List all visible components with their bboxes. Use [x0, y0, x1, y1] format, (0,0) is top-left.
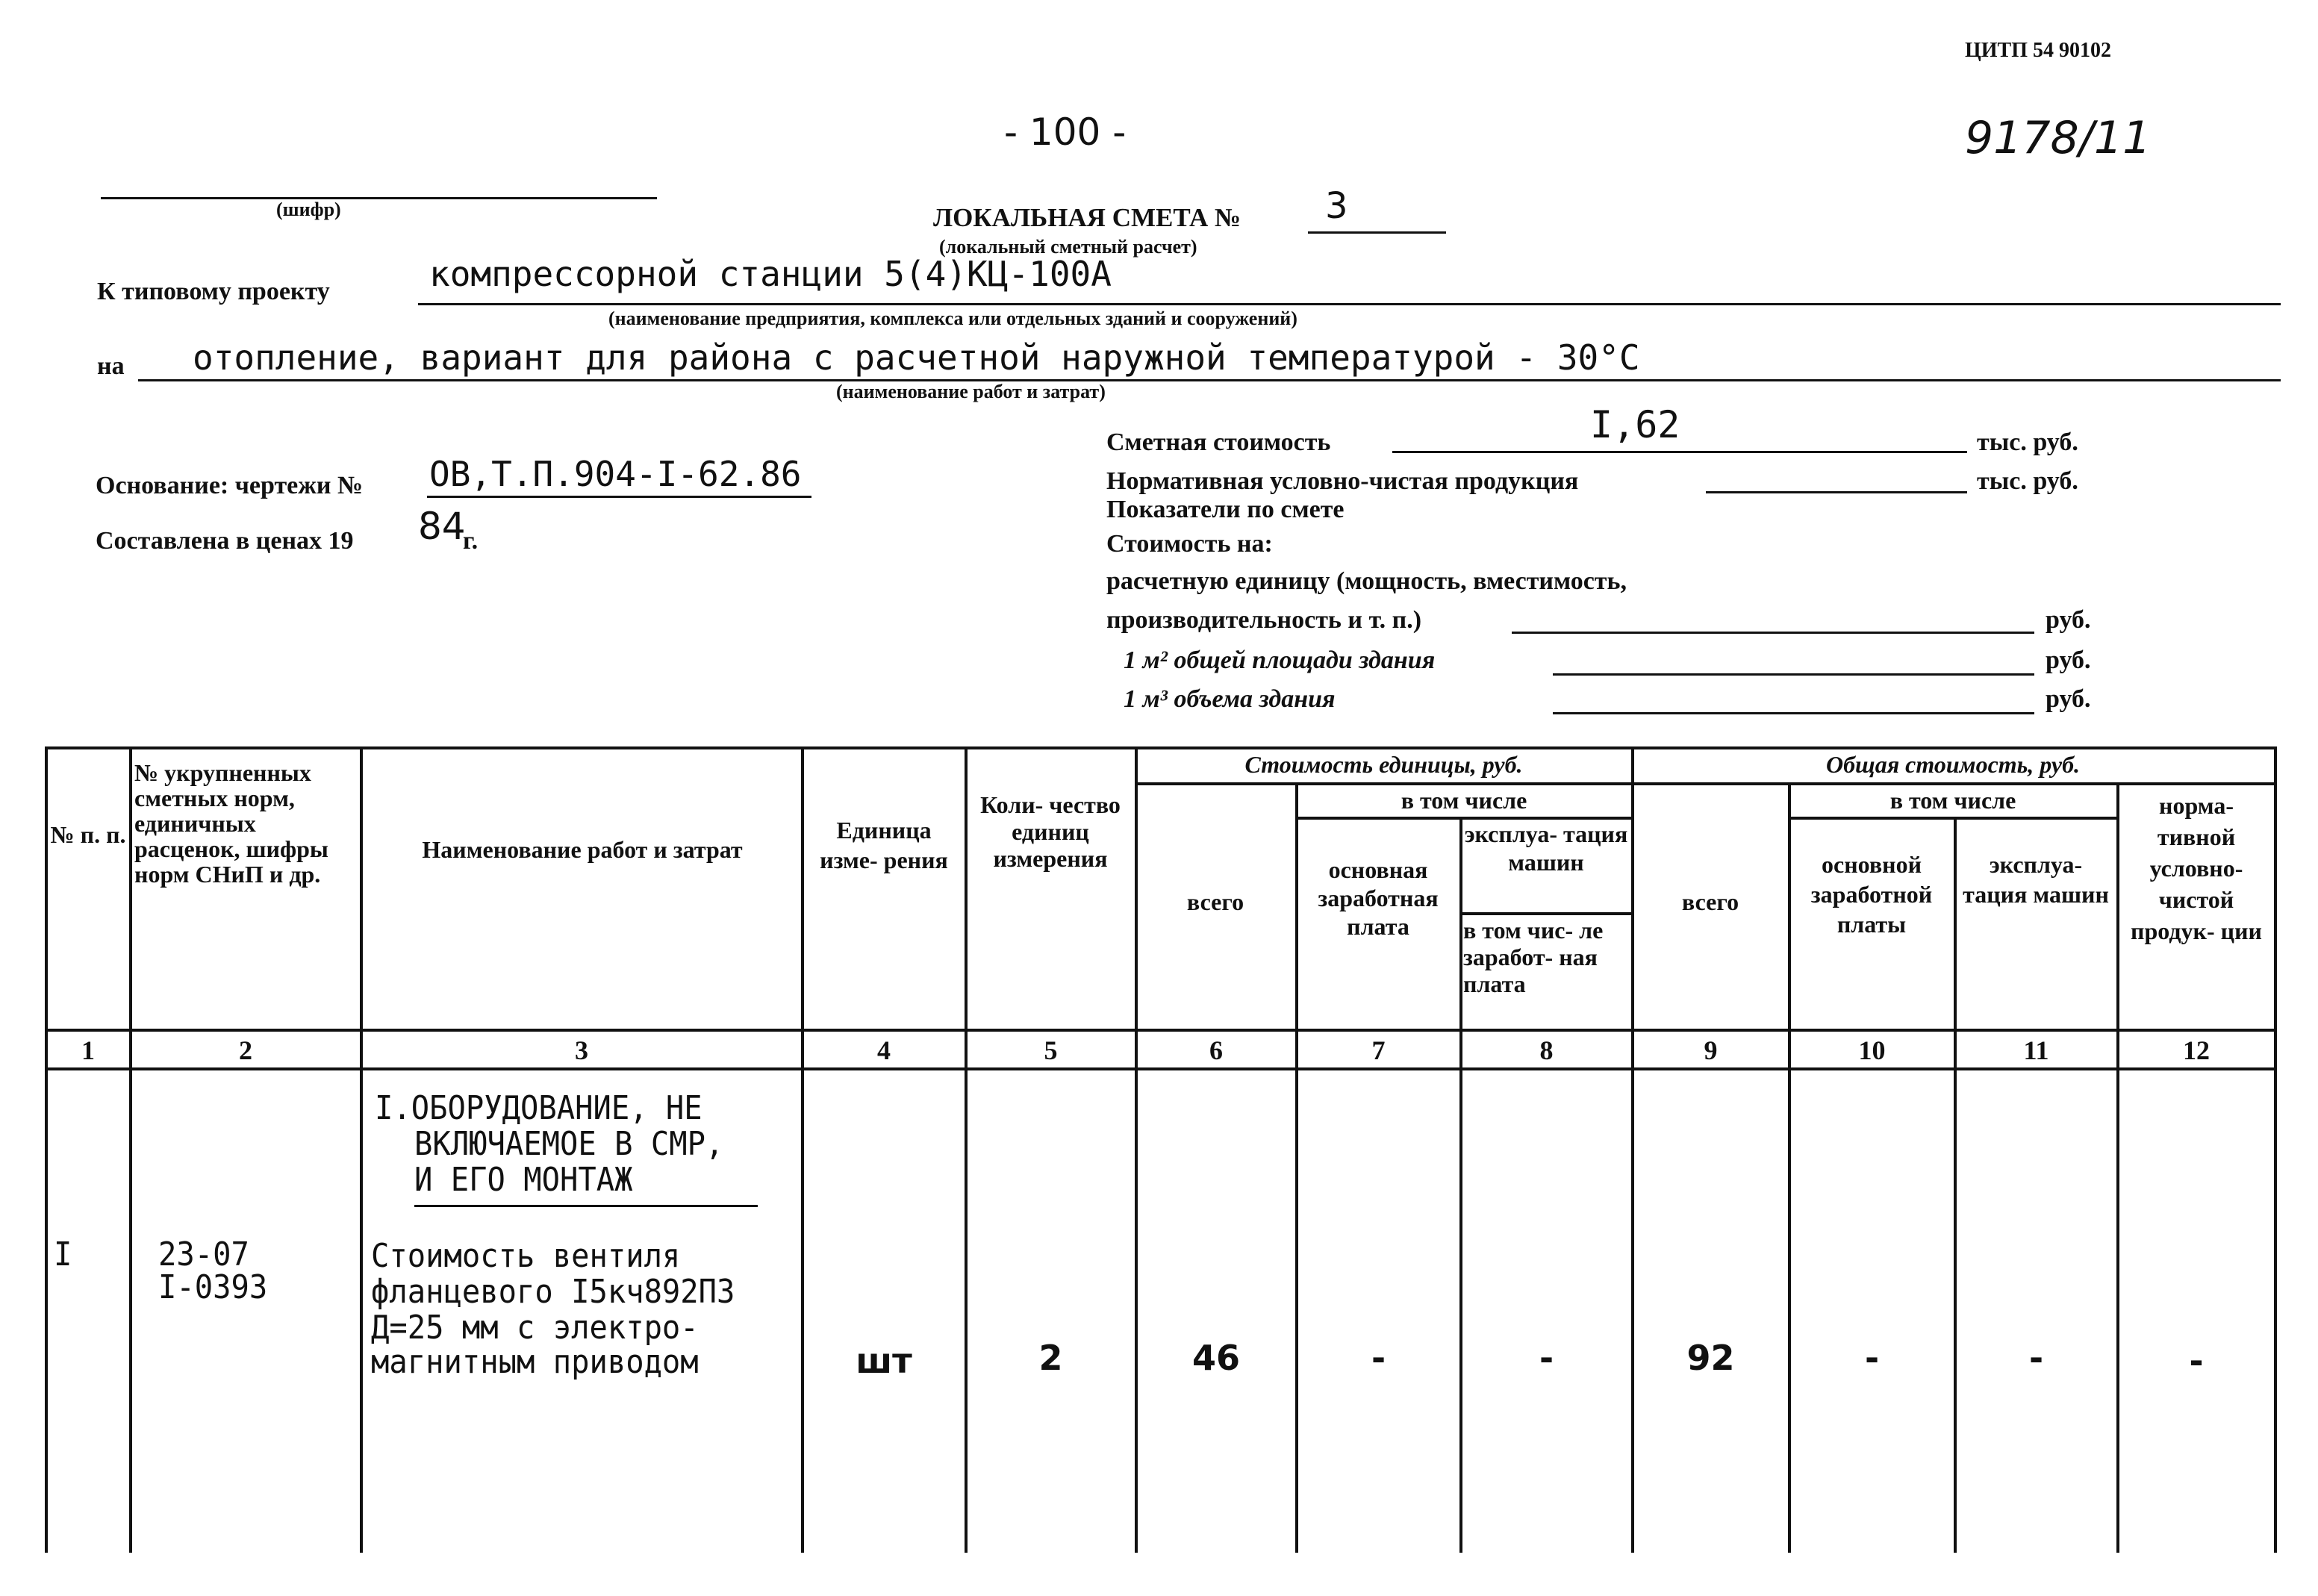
estimate-number: 3	[1325, 185, 1348, 227]
group-header-divider	[1135, 782, 2277, 785]
col-number-7: 7	[1371, 1035, 1386, 1065]
header-col7: основная заработная плата	[1318, 856, 1439, 940]
unit-cost-line2: производительность и т. п.)	[1106, 606, 1422, 634]
total-cost-incl-header: в том числе	[1889, 787, 2016, 814]
col-border-12	[2274, 746, 2277, 1553]
cipher-line	[101, 197, 657, 199]
col-border-10	[1954, 817, 1957, 1553]
cipher-caption: (шифр)	[276, 199, 341, 220]
volume-currency: руб.	[2046, 685, 2091, 713]
cost-label: Сметная стоимость	[1106, 428, 1331, 456]
row-total-wage: -	[1864, 1338, 1880, 1378]
row-total-machines: -	[2028, 1338, 2044, 1378]
col-border-4	[965, 746, 968, 1553]
col-border-3	[801, 746, 804, 1553]
volume-line	[1553, 712, 2034, 714]
header-col1: № п. п.	[50, 821, 126, 848]
estimate-number-line	[1308, 231, 1446, 234]
col-number-1: 1	[81, 1035, 95, 1065]
col-border-6	[1295, 782, 1298, 1553]
normative-unit: тыс. руб.	[1977, 467, 2078, 495]
project-value: компрессорной станции 5(4)КЦ-100А	[429, 254, 1112, 294]
row-unit-total: 46	[1191, 1338, 1240, 1378]
col-number-6: 6	[1209, 1035, 1223, 1065]
row-name-line3: Д=25 мм с электро-	[371, 1309, 699, 1347]
area-label: 1 м² общей площади здания	[1124, 646, 1436, 674]
header-col8b: в том чис- ле заработ- ная плата	[1463, 917, 1604, 997]
machines-divider	[1459, 912, 1631, 915]
unit-cost-incl-header: в том числе	[1401, 787, 1527, 814]
row-code-line2: I-0393	[158, 1268, 268, 1306]
col-border-0	[45, 746, 48, 1553]
volume-label: 1 м³ объема здания	[1124, 685, 1336, 713]
section-title-line3: И ЕГО МОНТАЖ	[414, 1161, 633, 1199]
project-caption: (наименование предприятия, комплекса или отдельных зданий и сооружений)	[608, 308, 1297, 329]
document-number: 9178/11	[1965, 112, 2152, 164]
header-col12: норма- тивной условно- чистой продук- ции	[2131, 792, 2262, 944]
cost-value: I,62	[1590, 403, 1680, 446]
colnum-bottom-border	[45, 1067, 2277, 1070]
on-label: на	[97, 352, 125, 380]
normative-label: Нормативная условно-чистая продукция	[1106, 467, 1579, 495]
col-number-2: 2	[239, 1035, 252, 1065]
header-col3: Наименование работ и затрат	[422, 836, 743, 863]
col-number-3: 3	[575, 1035, 588, 1065]
row-name-line4: магнитным приводом	[371, 1343, 699, 1381]
row-quantity: 2	[1038, 1338, 1063, 1378]
col-number-12: 12	[2183, 1035, 2210, 1065]
col-number-9: 9	[1704, 1035, 1718, 1065]
col-border-7	[1459, 817, 1462, 1553]
col-border-11	[2116, 782, 2119, 1553]
indicators-label: Показатели по смете	[1106, 496, 1345, 523]
col-border-1	[129, 746, 132, 1553]
col-number-10: 10	[1858, 1035, 1886, 1065]
col-number-8: 8	[1539, 1035, 1554, 1065]
row-code-line1: 23-07	[158, 1235, 249, 1274]
prices-year: 84	[418, 505, 466, 548]
unit-cost-currency: руб.	[2046, 606, 2091, 634]
cost-unit: тыс. руб.	[1977, 428, 2078, 456]
header-col5: Коли- чество единиц измерения	[980, 791, 1121, 872]
section-title-underline	[414, 1205, 758, 1207]
header-col10: основной заработной платы	[1810, 851, 1933, 938]
prices-label: Составлена в ценах 19	[96, 527, 354, 555]
work-description: отопление, вариант для района с расчетной наружной температурой - 30°С	[193, 337, 1640, 378]
col-number-4: 4	[877, 1035, 891, 1065]
section-title-line1: I.ОБОРУДОВАНИЕ, НЕ	[375, 1089, 702, 1127]
row-name-line1: Стоимость вентиля	[371, 1237, 681, 1275]
page-number: - 100 -	[1004, 110, 1127, 154]
total-cost-group-header: Общая стоимость, руб.	[1825, 751, 2081, 778]
estimate-title: ЛОКАЛЬНАЯ СМЕТА №	[933, 203, 1241, 232]
incl-divider-2	[1788, 817, 2116, 820]
basis-line	[427, 496, 811, 498]
header-bottom-border	[45, 1029, 2277, 1032]
header-col6: всего	[1186, 888, 1244, 915]
header-col4: Единица изме- рения	[820, 817, 948, 873]
row-unit-wage: -	[1371, 1338, 1386, 1378]
header-col2: № укрупненных сметных норм, единичных расценок, шифры норм СНиП и др.	[134, 759, 328, 888]
prices-suffix: г.	[463, 527, 479, 555]
col-border-8	[1631, 746, 1634, 1553]
project-label: К типовому проекту	[97, 278, 330, 305]
row-number: I	[54, 1235, 72, 1274]
cost-on-label: Стоимость на:	[1106, 530, 1273, 558]
work-line	[138, 379, 2281, 381]
col-number-11: 11	[2023, 1035, 2049, 1065]
basis-label: Основание: чертежи №	[96, 472, 364, 499]
basis-value: ОВ,Т.П.904-I-62.86	[429, 454, 802, 494]
area-currency: руб.	[2046, 646, 2091, 674]
cost-line	[1392, 451, 1967, 453]
row-total: 92	[1686, 1338, 1735, 1378]
agency-code: ЦИТП 54 90102	[1965, 39, 2112, 62]
area-line	[1553, 673, 2034, 676]
col-border-5	[1135, 746, 1138, 1553]
row-total-normative: -	[2189, 1341, 2204, 1381]
estimate-subtitle: (локальный сметный расчет)	[939, 236, 1197, 258]
header-col8a: эксплуа- тация машин	[1464, 820, 1628, 876]
project-line	[418, 303, 2281, 305]
col-border-9	[1788, 782, 1791, 1553]
row-name-line2: фланцевого I5кч892П3	[371, 1273, 735, 1311]
header-col9: всего	[1681, 888, 1739, 915]
work-caption: (наименование работ и затрат)	[836, 381, 1106, 402]
col-border-2	[360, 746, 363, 1553]
row-unit: шт	[856, 1341, 912, 1381]
unit-cost-group-header: Стоимость единицы, руб.	[1244, 751, 1523, 778]
col-number-5: 5	[1044, 1035, 1058, 1065]
unit-cost-line1: расчетную единицу (мощность, вместимость,	[1106, 567, 1627, 595]
header-col11: эксплуа- тация машин	[1963, 851, 2109, 908]
normative-line	[1706, 491, 1967, 493]
unit-cost-line	[1512, 632, 2034, 634]
table-top-border	[45, 746, 2277, 749]
section-title-line2: ВКЛЮЧАЕМОЕ В СМР,	[414, 1125, 724, 1163]
row-unit-machines: -	[1539, 1338, 1554, 1378]
